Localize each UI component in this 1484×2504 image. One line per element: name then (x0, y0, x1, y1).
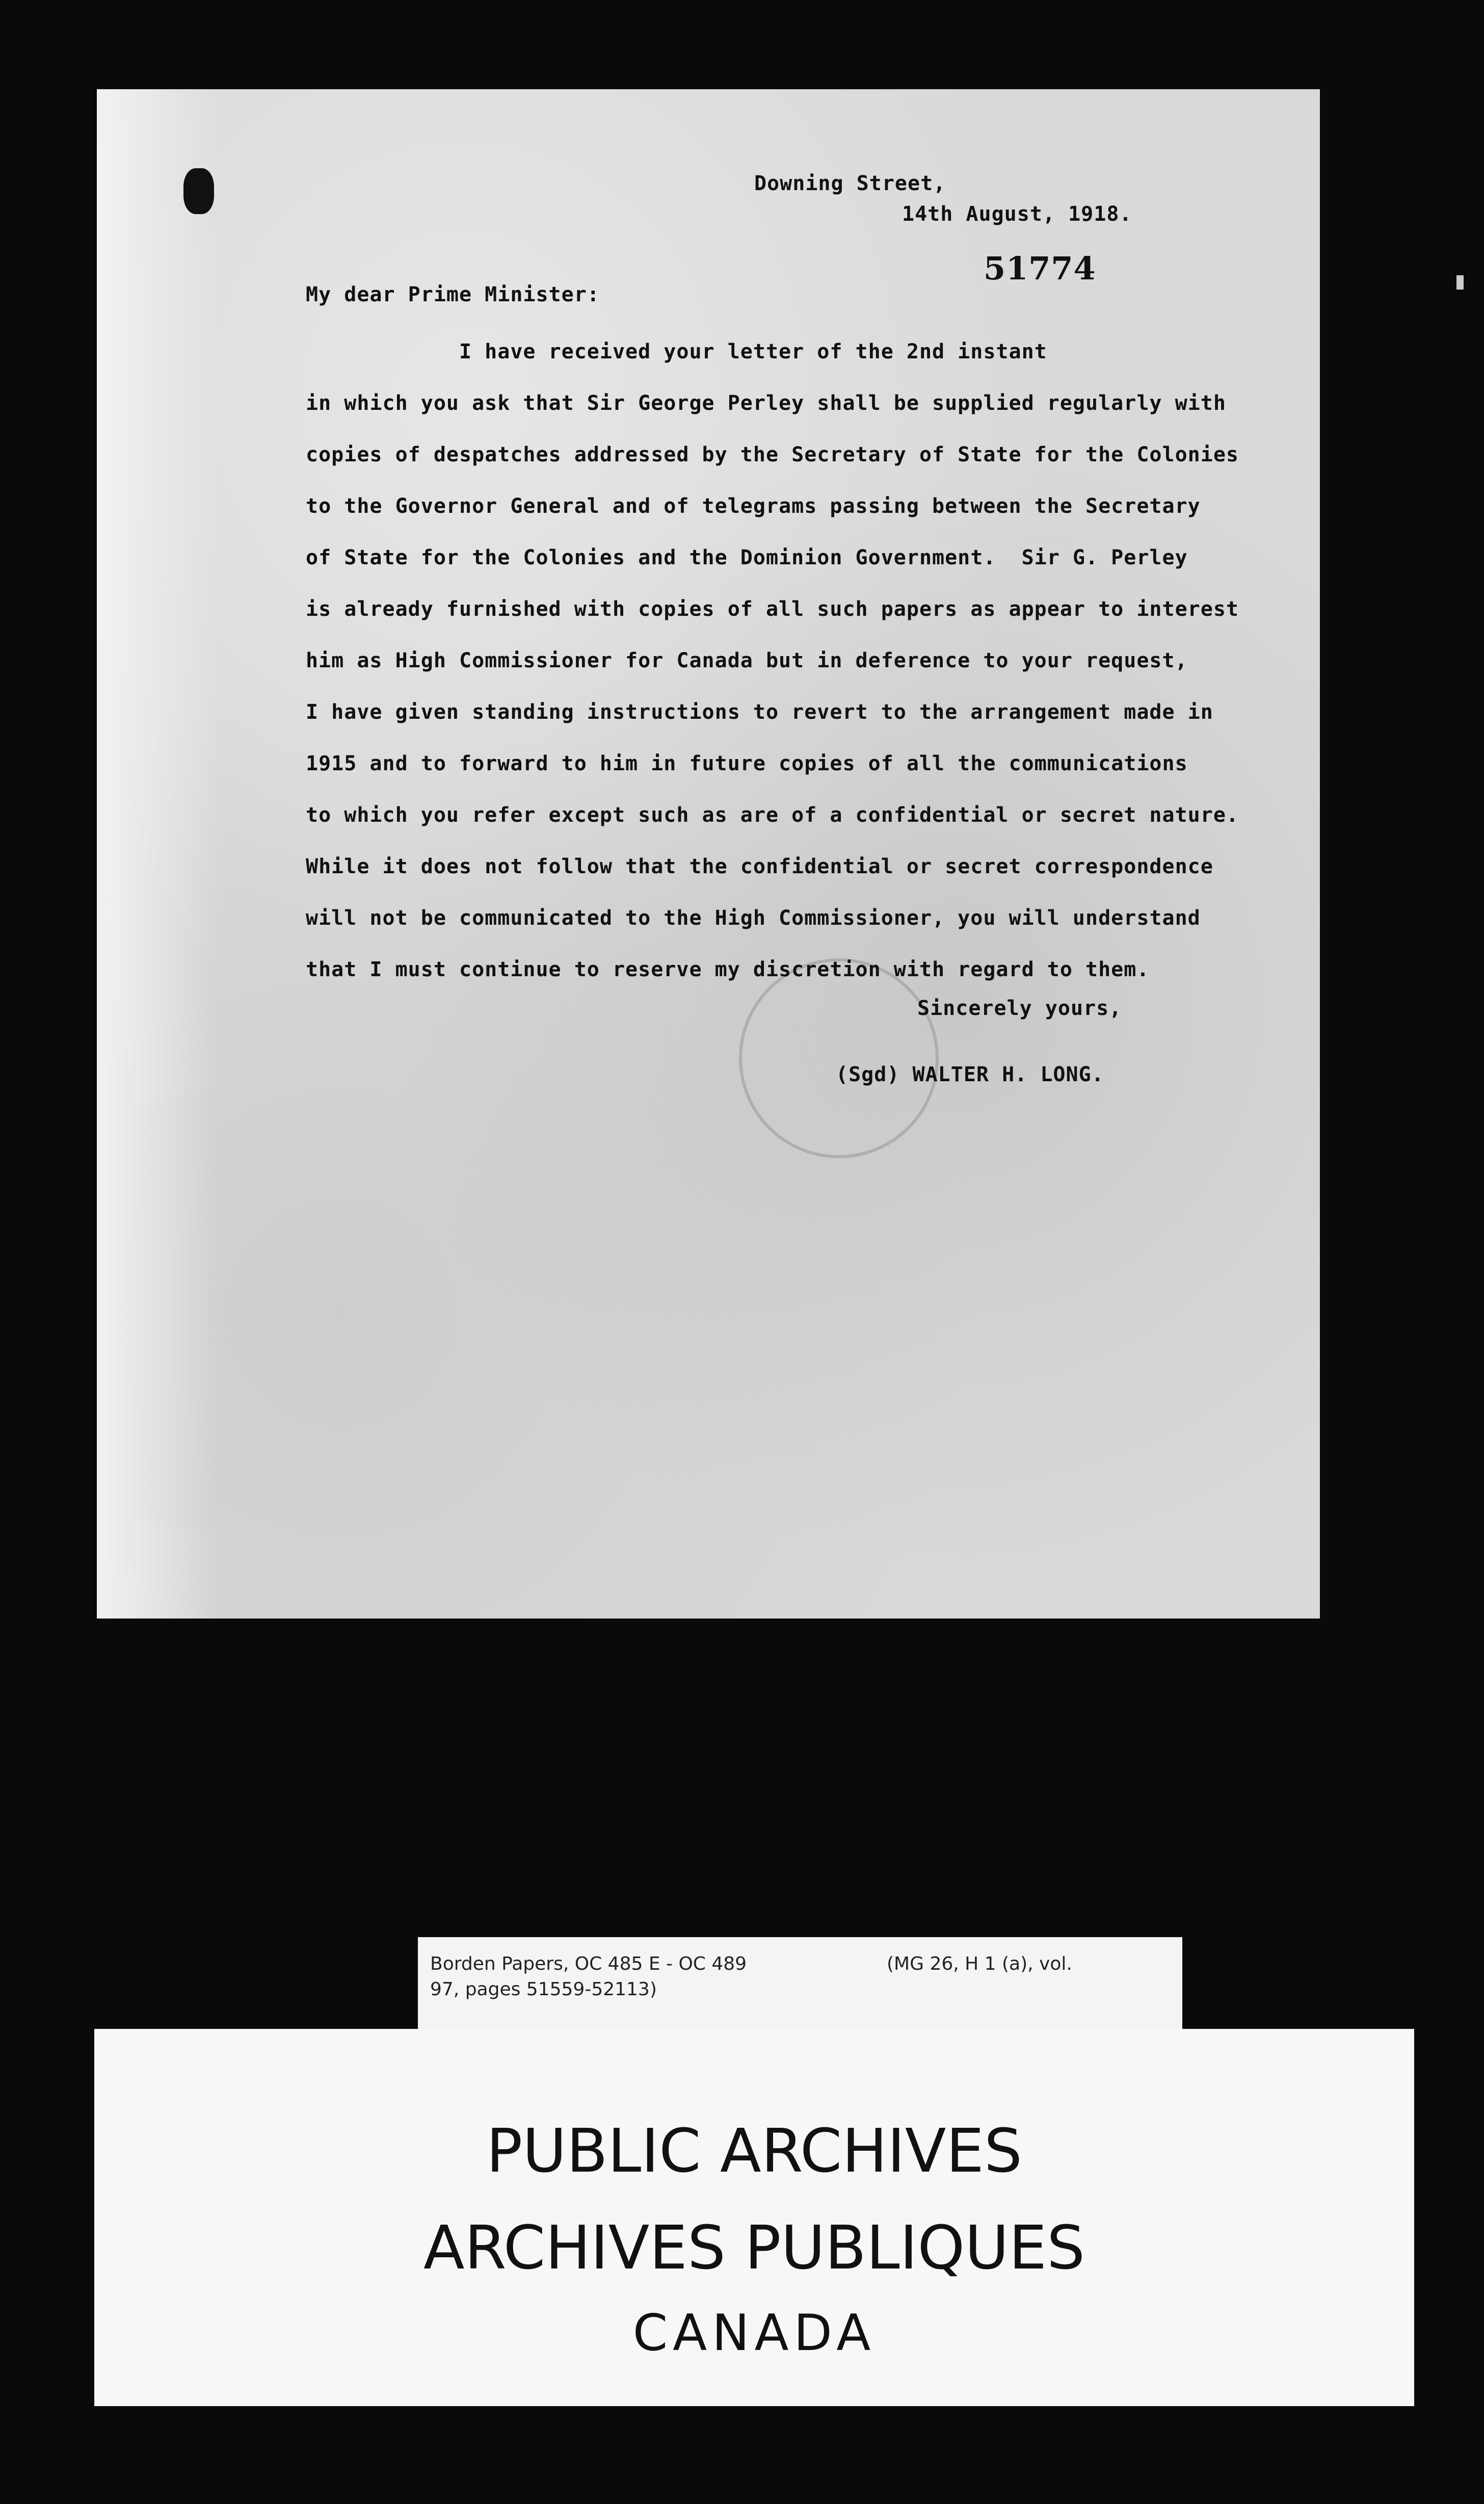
address-line: Downing Street, (754, 172, 946, 195)
file-ref-collection: (MG 26, H 1 (a), vol. (887, 1953, 1072, 1974)
file-ref-line1: Borden Papers, OC 485 E - OC 489 (430, 1953, 747, 1974)
page-edge (97, 89, 219, 1619)
closing: Sincerely yours, (917, 997, 1122, 1020)
letter-date: 14th August, 1918. (902, 202, 1132, 226)
file-reference-slip (418, 1937, 1182, 2044)
reference-number: 51774 (984, 250, 1096, 287)
archive-label-en: PUBLIC ARCHIVES (486, 2116, 1022, 2186)
edge-mark (1456, 275, 1464, 290)
file-ref-line2: 97, pages 51559-52113) (430, 1979, 657, 2000)
archive-label (94, 2029, 1414, 2406)
letter-body: I have received your letter of the 2nd instant in which you ask that Sir George Perley shall be supplied regularly with copies of despatches addressed by the Secretary of State for the Colonies to the Governor General and of telegrams passing between the Secretary of State for the Colonies and the Dominion Government. Sir G. Perley is already furnished with copies of all such papers as appear to interest him as High Commissioner for Canada but in deference to your request, I have given standing instructions to revert to the arrangement made in 1915 and to forward to him in future copies of all the communications to which you refer except such as are of a confidential or secret nature. While it does not follow that the confidential or secret correspondence will not be communicated to the High Commissioner, you will understand that I must continue to reserve my discretion with regard to them. (306, 340, 1239, 981)
salutation: My dear Prime Minister: (306, 283, 600, 306)
archive-label-country: CANADA (632, 2304, 876, 2362)
signature: (Sgd) WALTER H. LONG. (836, 1063, 1104, 1086)
punch-hole (183, 168, 214, 214)
letter-address (754, 168, 1132, 229)
archive-label-fr: ARCHIVES PUBLIQUES (423, 2212, 1085, 2283)
